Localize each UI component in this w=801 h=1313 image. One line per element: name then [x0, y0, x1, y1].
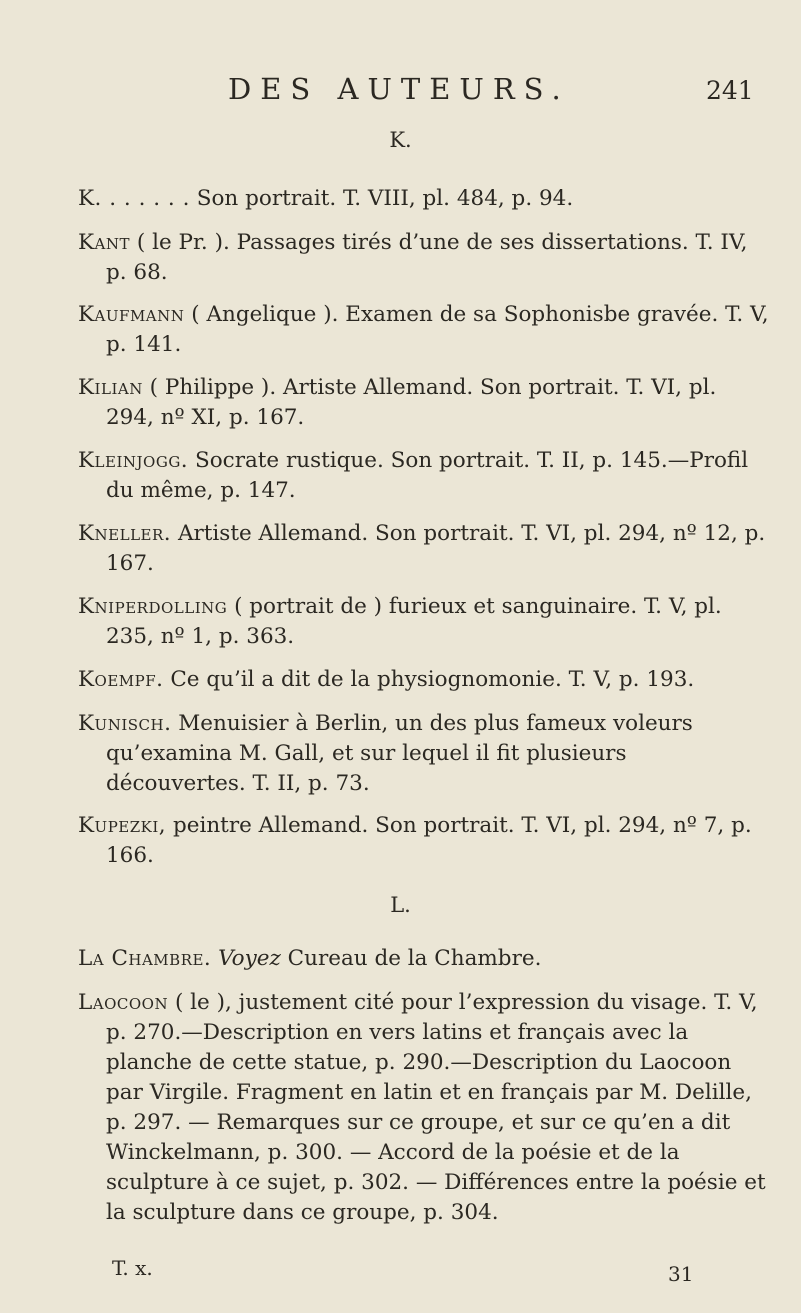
- entry-head: Kilian: [78, 375, 143, 400]
- index-entry: [78, 988, 770, 1228]
- entry-text: ( le ), justement cité pour l’expression du visage. T. V, p. 270.—Description en vers latins et français avec la planche de cette statue, p. 290.—Description du Laocoon par Virgile. Fragment en latin et en français par M. Delille, p. 297. — Remarques sur ce groupe, et sur ce qu’en a dit Winckelmann, p. 300. — Accord de la poésie et de la sculpture à ce sujet, p. 302. — Différences entre la poésie et la sculpture dans ce groupe, p. 304.: [106, 990, 766, 1225]
- page-number: 241: [706, 76, 754, 105]
- entry-text: ( Angelique ). Examen de sa Sophonisbe gravée. T. V, p. 141.: [106, 302, 769, 357]
- entry-head: La Chambre.: [78, 946, 212, 971]
- entry-head: K. . . . . . .: [78, 186, 190, 211]
- entry-head: Laocoon: [78, 990, 169, 1015]
- entry-text: ( Philippe ). Artiste Allemand. Son portrait. T. VI, pl. 294, nº XI, p. 167.: [106, 375, 717, 430]
- index-entry: [78, 373, 770, 433]
- index-entry: [78, 300, 770, 360]
- entry-head: Kupezki,: [78, 813, 167, 838]
- voyez-reference: Voyez: [218, 946, 281, 971]
- entry-head: Kaufmann: [78, 302, 185, 327]
- index-entry: [78, 665, 770, 695]
- entry-head: Koempf.: [78, 667, 164, 692]
- entry-head: Kunisch.: [78, 711, 172, 736]
- entry-head: Kleinjogg.: [78, 448, 189, 473]
- entry-head: Kniperdolling: [78, 594, 228, 619]
- index-entry: [78, 184, 770, 214]
- index-entry: [78, 944, 770, 974]
- index-entry: [78, 446, 770, 506]
- signature-mark: T. x.: [112, 1256, 153, 1280]
- entry-text: ( portrait de ) furieux et sanguinaire. T. V, pl. 235, nº 1, p. 363.: [106, 594, 722, 649]
- signature-number: 31: [668, 1262, 694, 1286]
- index-entry: [78, 811, 770, 871]
- index-entry: [78, 228, 770, 288]
- section-heading-k: K.: [389, 128, 412, 152]
- entry-text: peintre Allemand. Son portrait. T. VI, pl. 294, nº 7, p. 166.: [106, 813, 752, 868]
- running-title: DES AUTEURS.: [228, 72, 570, 106]
- entry-text: Cureau de la Chambre.: [280, 946, 542, 971]
- entry-head: Kneller.: [78, 521, 172, 546]
- entry-head: Kant: [78, 230, 131, 255]
- entry-text: Artiste Allemand. Son portrait. T. VI, pl. 294, nº 12, p. 167.: [106, 521, 766, 576]
- entry-text: Son portrait. T. VIII, pl. 484, p. 94.: [189, 186, 574, 211]
- entry-text: Ce qu’il a dit de la physiognomonie. T. V, p. 193.: [163, 667, 695, 692]
- index-entry: [78, 592, 770, 652]
- section-heading-l: L.: [390, 893, 411, 917]
- entry-text: Menuisier à Berlin, un des plus fameux voleurs qu’examina M. Gall, et sur lequel il fit plusieurs découvertes. T. II, p. 73.: [106, 711, 693, 796]
- entry-text: Socrate rustique. Son portrait. T. II, p. 145.—Profil du même, p. 147.: [106, 448, 749, 503]
- index-entry: [78, 709, 770, 799]
- index-entry: [78, 519, 770, 579]
- entry-text: ( le Pr. ). Passages tirés d’une de ses dissertations. T. IV, p. 68.: [106, 230, 748, 285]
